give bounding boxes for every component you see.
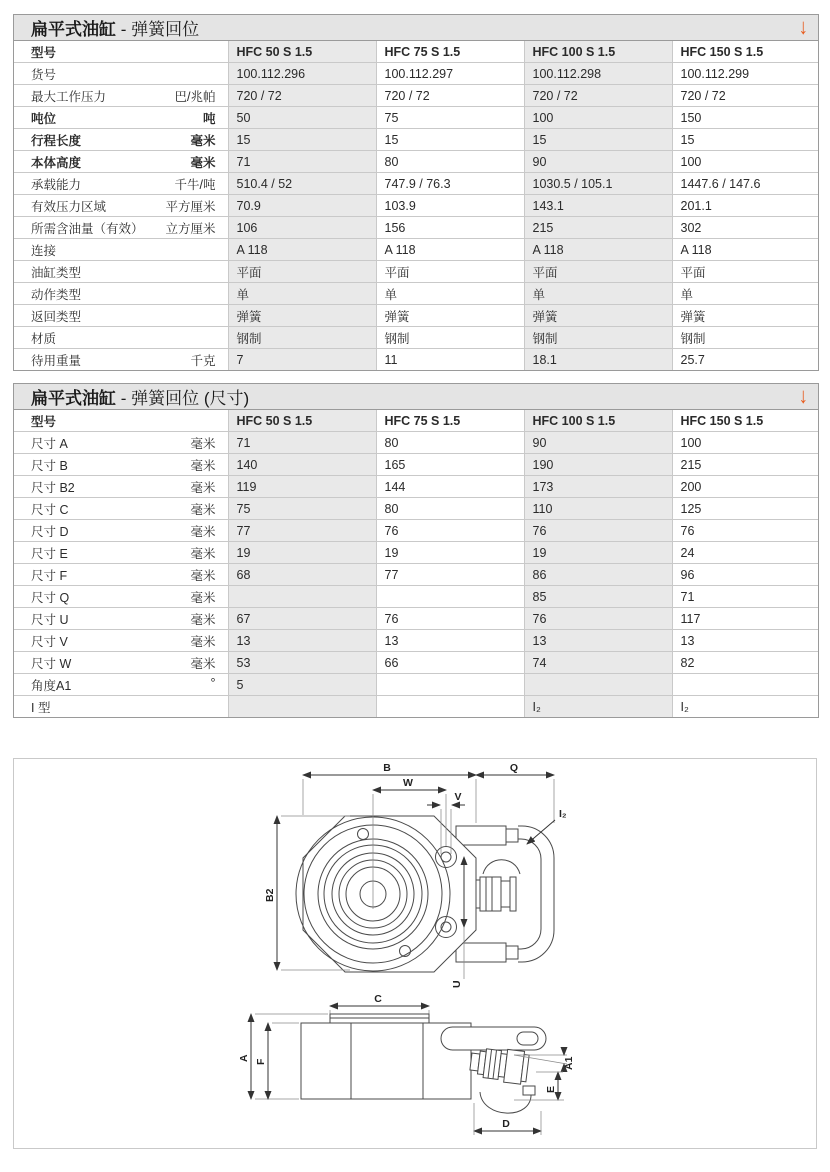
table-row (14, 195, 818, 217)
value-cell: 106 (228, 217, 376, 239)
row-unit: ° (210, 675, 216, 690)
table-title-variant: - 弹簧回位 (尺寸) (116, 389, 250, 408)
value-cell: 150 (672, 107, 818, 129)
table-row (14, 586, 818, 608)
value-cell: 弹簧 (228, 305, 376, 327)
table-title-variant: - 弹簧回位 (116, 20, 200, 39)
row-unit: 毫米 (190, 656, 216, 671)
value-cell: I₂ (672, 696, 818, 718)
model-name: HFC 150 S 1.5 (672, 41, 818, 63)
value-cell: 15 (376, 129, 524, 151)
dim-label-q: Q (509, 762, 519, 774)
value-cell: 100 (672, 151, 818, 173)
table-row (14, 349, 818, 371)
value-cell: 76 (524, 520, 672, 542)
model-name: HFC 100 S 1.5 (524, 410, 672, 432)
row-unit: 巴/兆帕 (174, 89, 216, 104)
value-cell: 74 (524, 652, 672, 674)
row-unit: 毫米 (190, 612, 216, 627)
dim-label-v: V (454, 791, 462, 803)
value-cell: 100.112.298 (524, 63, 672, 85)
row-label: 尺寸 E (31, 546, 68, 561)
model-label-cell: 型号 (31, 414, 57, 429)
value-cell: 单 (376, 283, 524, 305)
row-unit: 毫米 (190, 524, 216, 539)
row-unit: 毫米 (190, 436, 216, 451)
model-label-cell: 型号 (31, 45, 57, 60)
value-cell: 钢制 (524, 327, 672, 349)
row-label: 返回类型 (31, 309, 82, 324)
row-label: 承载能力 (31, 177, 82, 192)
table-row (14, 696, 818, 718)
value-cell: 平面 (376, 261, 524, 283)
side-view (238, 993, 575, 1135)
row-label: I 型 (31, 700, 51, 715)
value-cell: A 118 (228, 239, 376, 261)
row-unit: 平方厘米 (165, 199, 216, 214)
dim-label-d: D (502, 1118, 510, 1130)
row-label: 油缸类型 (31, 265, 82, 280)
table-title-product: 扁平式油缸 (31, 20, 116, 39)
table-row (14, 283, 818, 305)
row-unit: 千牛/吨 (174, 177, 216, 192)
table-row (14, 564, 818, 586)
table-row (14, 107, 818, 129)
table-row (14, 173, 818, 195)
value-cell: 76 (672, 520, 818, 542)
value-cell: 76 (376, 520, 524, 542)
value-cell: 144 (376, 476, 524, 498)
value-cell: 单 (672, 283, 818, 305)
table-row (14, 608, 818, 630)
table-row (14, 151, 818, 173)
row-label: 行程长度 (31, 133, 82, 148)
value-cell: 弹簧 (524, 305, 672, 327)
value-cell: 25.7 (672, 349, 818, 371)
value-cell (228, 696, 376, 718)
value-cell: 77 (228, 520, 376, 542)
value-cell: 18.1 (524, 349, 672, 371)
value-cell: 117 (672, 608, 818, 630)
row-unit: 毫米 (190, 133, 216, 148)
row-label: 连接 (31, 243, 57, 258)
value-cell: 13 (672, 630, 818, 652)
collapse-arrow-icon[interactable]: ↓ (798, 15, 808, 40)
value-cell (376, 696, 524, 718)
dim-label-u: U (451, 980, 463, 988)
value-cell: 弹簧 (672, 305, 818, 327)
value-cell (524, 674, 672, 696)
value-cell: 75 (376, 107, 524, 129)
row-label: 货号 (31, 67, 57, 82)
table-title (31, 15, 199, 40)
table-row (14, 261, 818, 283)
value-cell: 100 (672, 432, 818, 454)
dimensions-table-section (13, 383, 819, 718)
value-cell: A 118 (376, 239, 524, 261)
top-view (264, 762, 567, 988)
row-label: 角度A1 (31, 678, 72, 693)
value-cell: 100 (524, 107, 672, 129)
row-label: 尺寸 F (31, 568, 68, 583)
value-cell: 80 (376, 498, 524, 520)
value-cell (672, 674, 818, 696)
table-row (14, 217, 818, 239)
value-cell: 15 (228, 129, 376, 151)
row-label: 待用重量 (31, 353, 82, 368)
value-cell (376, 586, 524, 608)
value-cell: 75 (228, 498, 376, 520)
value-cell: 71 (228, 432, 376, 454)
value-cell: 70.9 (228, 195, 376, 217)
model-header-row (14, 410, 818, 432)
value-cell: 119 (228, 476, 376, 498)
row-unit: 毫米 (190, 458, 216, 473)
row-unit: 毫米 (190, 480, 216, 495)
value-cell: 82 (672, 652, 818, 674)
value-cell: I₂ (524, 696, 672, 718)
row-label: 尺寸 D (31, 524, 69, 539)
value-cell: 68 (228, 564, 376, 586)
value-cell: 单 (228, 283, 376, 305)
row-label: 有效压力区域 (31, 199, 107, 214)
value-cell: 85 (524, 586, 672, 608)
row-label: 最大工作压力 (31, 89, 107, 104)
table-row (14, 674, 818, 696)
model-name: HFC 75 S 1.5 (376, 410, 524, 432)
value-cell: 弹簧 (376, 305, 524, 327)
row-label: 本体高度 (31, 155, 82, 170)
table-row (14, 454, 818, 476)
row-unit: 毫米 (190, 502, 216, 517)
row-label: 所需含油量（有效） (31, 221, 144, 236)
technical-drawing (14, 759, 816, 1148)
dim-label-a: A (238, 1054, 250, 1062)
value-cell (228, 586, 376, 608)
value-cell: 720 / 72 (524, 85, 672, 107)
value-cell: 720 / 72 (672, 85, 818, 107)
table-row (14, 520, 818, 542)
collapse-arrow-icon[interactable]: ↓ (798, 384, 808, 409)
row-label: 尺寸 C (31, 502, 69, 517)
value-cell: 156 (376, 217, 524, 239)
value-cell: 302 (672, 217, 818, 239)
table-row (14, 498, 818, 520)
table-row (14, 476, 818, 498)
value-cell: 71 (228, 151, 376, 173)
value-cell: 平面 (228, 261, 376, 283)
value-cell: 143.1 (524, 195, 672, 217)
model-header-row (14, 41, 818, 63)
table-row (14, 630, 818, 652)
dim-label-w: W (403, 777, 413, 789)
dimensions-table (14, 410, 818, 717)
table-row (14, 305, 818, 327)
table-header-bar (14, 384, 818, 410)
value-cell: 平面 (524, 261, 672, 283)
dim-label-b: B (383, 762, 391, 774)
value-cell: 215 (524, 217, 672, 239)
table-row (14, 85, 818, 107)
value-cell: 720 / 72 (228, 85, 376, 107)
value-cell: 747.9 / 76.3 (376, 173, 524, 195)
value-cell: A 118 (524, 239, 672, 261)
value-cell: 140 (228, 454, 376, 476)
model-name: HFC 50 S 1.5 (228, 410, 376, 432)
dim-label-i2: I₂ (559, 808, 567, 820)
value-cell: 19 (228, 542, 376, 564)
value-cell: 103.9 (376, 195, 524, 217)
table-row (14, 327, 818, 349)
specs-table-section (13, 14, 819, 371)
value-cell: 77 (376, 564, 524, 586)
value-cell: 76 (376, 608, 524, 630)
value-cell: 15 (672, 129, 818, 151)
row-unit: 吨 (202, 111, 216, 126)
value-cell: 71 (672, 586, 818, 608)
row-label: 动作类型 (31, 287, 82, 302)
value-cell: 90 (524, 432, 672, 454)
row-unit: 毫米 (190, 546, 216, 561)
value-cell: 90 (524, 151, 672, 173)
row-label: 尺寸 B (31, 458, 68, 473)
row-label: 吨位 (31, 111, 57, 126)
value-cell: 13 (524, 630, 672, 652)
technical-drawing-panel (13, 758, 817, 1149)
row-unit: 立方厘米 (165, 221, 216, 236)
dim-label-b2: B2 (264, 888, 276, 902)
value-cell: 125 (672, 498, 818, 520)
dim-label-f: F (255, 1058, 267, 1065)
value-cell: 173 (524, 476, 672, 498)
value-cell: 5 (228, 674, 376, 696)
value-cell: 13 (376, 630, 524, 652)
table-row (14, 652, 818, 674)
row-unit: 毫米 (190, 634, 216, 649)
table-row (14, 129, 818, 151)
row-unit: 毫米 (190, 155, 216, 170)
row-label: 尺寸 W (31, 656, 72, 671)
value-cell: 80 (376, 151, 524, 173)
value-cell: 96 (672, 564, 818, 586)
row-unit: 毫米 (190, 568, 216, 583)
value-cell: 80 (376, 432, 524, 454)
value-cell: 24 (672, 542, 818, 564)
value-cell: 201.1 (672, 195, 818, 217)
model-name: HFC 150 S 1.5 (672, 410, 818, 432)
dim-label-a1: A1 (563, 1056, 575, 1070)
value-cell: 7 (228, 349, 376, 371)
value-cell: 53 (228, 652, 376, 674)
value-cell: 100.112.296 (228, 63, 376, 85)
value-cell: 110 (524, 498, 672, 520)
value-cell: 50 (228, 107, 376, 129)
value-cell: 1030.5 / 105.1 (524, 173, 672, 195)
table-header-bar (14, 15, 818, 41)
row-label: 尺寸 V (31, 634, 68, 649)
dim-label-e: E (545, 1085, 557, 1093)
value-cell: 1447.6 / 147.6 (672, 173, 818, 195)
value-cell: 190 (524, 454, 672, 476)
row-label: 尺寸 A (31, 436, 68, 451)
value-cell: 19 (524, 542, 672, 564)
value-cell: 66 (376, 652, 524, 674)
row-unit: 千克 (190, 353, 216, 368)
value-cell: 100.112.299 (672, 63, 818, 85)
value-cell: 钢制 (228, 327, 376, 349)
model-name: HFC 50 S 1.5 (228, 41, 376, 63)
value-cell: 76 (524, 608, 672, 630)
row-label: 尺寸 Q (31, 590, 70, 605)
dim-label-c: C (374, 993, 382, 1005)
row-label: 尺寸 B2 (31, 480, 75, 495)
value-cell: 单 (524, 283, 672, 305)
value-cell: 钢制 (672, 327, 818, 349)
table-row (14, 542, 818, 564)
table-row (14, 239, 818, 261)
row-unit: 毫米 (190, 590, 216, 605)
model-name: HFC 100 S 1.5 (524, 41, 672, 63)
value-cell: 13 (228, 630, 376, 652)
value-cell: 11 (376, 349, 524, 371)
value-cell: 86 (524, 564, 672, 586)
value-cell: 钢制 (376, 327, 524, 349)
model-name: HFC 75 S 1.5 (376, 41, 524, 63)
table-row (14, 63, 818, 85)
table-title-product: 扁平式油缸 (31, 389, 116, 408)
value-cell: 720 / 72 (376, 85, 524, 107)
value-cell: A 118 (672, 239, 818, 261)
table-title (31, 384, 249, 409)
value-cell: 19 (376, 542, 524, 564)
value-cell: 215 (672, 454, 818, 476)
value-cell (376, 674, 524, 696)
table-row (14, 432, 818, 454)
row-label: 尺寸 U (31, 612, 69, 627)
value-cell: 165 (376, 454, 524, 476)
value-cell: 平面 (672, 261, 818, 283)
value-cell: 510.4 / 52 (228, 173, 376, 195)
value-cell: 200 (672, 476, 818, 498)
row-label: 材质 (31, 331, 57, 346)
value-cell: 100.112.297 (376, 63, 524, 85)
specs-table (14, 41, 818, 370)
value-cell: 67 (228, 608, 376, 630)
value-cell: 15 (524, 129, 672, 151)
